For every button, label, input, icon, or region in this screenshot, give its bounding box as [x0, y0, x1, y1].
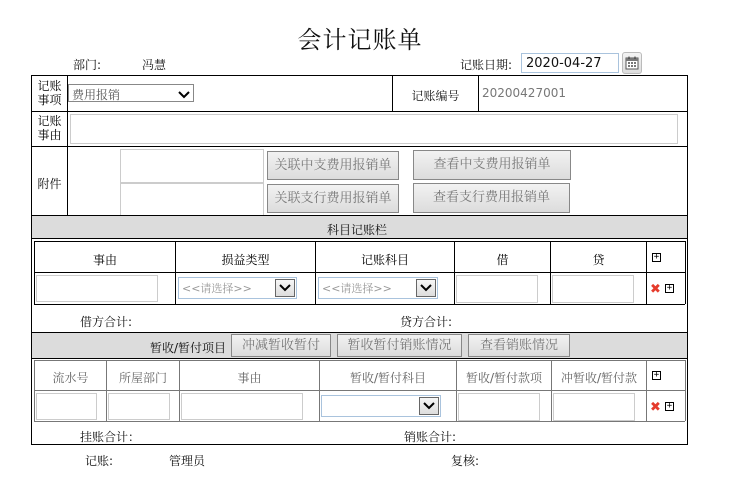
col-suspense-amount: 暂收/暂付款项 — [465, 371, 543, 385]
add-row-icon[interactable]: + — [653, 252, 660, 262]
page-title: 会计记账单 — [297, 26, 423, 54]
item-label: 记账 事项 — [37, 79, 62, 107]
col-serial: 流水号 — [52, 371, 89, 385]
writeoff-total-label: 销账合计: — [404, 430, 457, 444]
reason-input[interactable] — [70, 114, 678, 144]
add-row-icon[interactable]: + — [653, 370, 660, 380]
pending-total-label: 挂账合计： — [80, 430, 141, 444]
reviewer-label: 复核: — [451, 454, 480, 468]
serial-input[interactable] — [36, 393, 97, 420]
pl-type-select[interactable]: <<请选择>> — [178, 277, 297, 299]
attachment-field-zhihang[interactable] — [120, 183, 264, 217]
voucher-form — [31, 75, 688, 445]
view-zhihang-button[interactable]: 查看支行费用报销单 — [413, 183, 570, 213]
number-label: 记账编号 — [411, 89, 460, 103]
subject-reason-input[interactable] — [36, 275, 158, 302]
col-subject: 记账科目 — [360, 253, 409, 267]
link-zhihang-button[interactable]: 关联支行费用报销单 — [267, 184, 399, 213]
calendar-icon — [625, 56, 639, 70]
chevron-down-icon — [423, 401, 435, 411]
col-suspense-subject: 暂收/暂付科目 — [349, 371, 427, 385]
add-row-icon[interactable]: + — [666, 401, 673, 411]
credit-total-label: 贷方合计: — [400, 315, 453, 329]
suspense-section-title: 暂收/暂付项目 — [150, 341, 227, 355]
suspense-amount-input[interactable] — [458, 393, 540, 421]
offset-suspense-button[interactable]: 冲减暂收暂付 — [231, 334, 331, 357]
date-label: 记账日期: — [460, 58, 513, 72]
view-zhongzhi-button[interactable]: 查看中支费用报销单 — [413, 150, 571, 180]
add-row-icon[interactable]: + — [666, 283, 673, 293]
col-reason: 事由 — [92, 253, 117, 267]
delete-row-icon[interactable]: ✖ — [650, 282, 661, 297]
dept-label: 部门: — [73, 58, 102, 72]
link-zhongzhi-button[interactable]: 关联中支费用报销单 — [267, 151, 399, 180]
view-writeoff-button[interactable]: 查看销账情况 — [468, 334, 570, 357]
dropdown-button[interactable] — [419, 397, 439, 415]
col-debit: 借 — [496, 253, 509, 267]
suspense-subject-select[interactable] — [321, 395, 441, 417]
writeoff-status-button[interactable]: 暂收暂付销账情况 — [337, 334, 462, 357]
dropdown-button[interactable] — [416, 279, 436, 297]
col-pl-type: 损益类型 — [221, 253, 270, 267]
col-dept: 所屋部门 — [118, 371, 167, 385]
dept-value: 冯慧 — [142, 58, 167, 72]
chevron-down-icon — [178, 87, 190, 101]
dept-input[interactable] — [108, 393, 170, 420]
attachment-field-zhongzhi[interactable] — [120, 149, 264, 183]
col-credit: 贷 — [592, 253, 605, 267]
credit-input[interactable] — [552, 275, 634, 303]
subject-select[interactable]: <<请选择>> — [318, 277, 438, 299]
debit-input[interactable] — [456, 275, 538, 303]
attachment-label: 附件 — [37, 177, 62, 191]
voucher-number: 20200427001 — [482, 86, 566, 100]
chevron-down-icon — [279, 283, 291, 293]
col-offset-amount: 冲暂收/暂付款 — [560, 371, 638, 385]
dropdown-button[interactable] — [275, 279, 295, 297]
item-select[interactable]: 费用报销 — [68, 84, 194, 102]
offset-amount-input[interactable] — [553, 393, 635, 421]
calendar-button[interactable] — [622, 52, 642, 74]
reason-label: 记账 事由 — [37, 114, 62, 142]
bookkeeper-value: 管理员 — [169, 454, 206, 468]
delete-row-icon[interactable]: ✖ — [650, 400, 661, 415]
bookkeeper-label: 记账: — [85, 454, 114, 468]
col-reason: 事由 — [237, 371, 262, 385]
chevron-down-icon — [420, 283, 432, 293]
suspense-reason-input[interactable] — [181, 393, 303, 420]
date-input[interactable] — [521, 53, 619, 73]
debit-total-label: 借方合计: — [80, 315, 133, 329]
subject-section-title: 科目记账栏 — [326, 223, 387, 237]
